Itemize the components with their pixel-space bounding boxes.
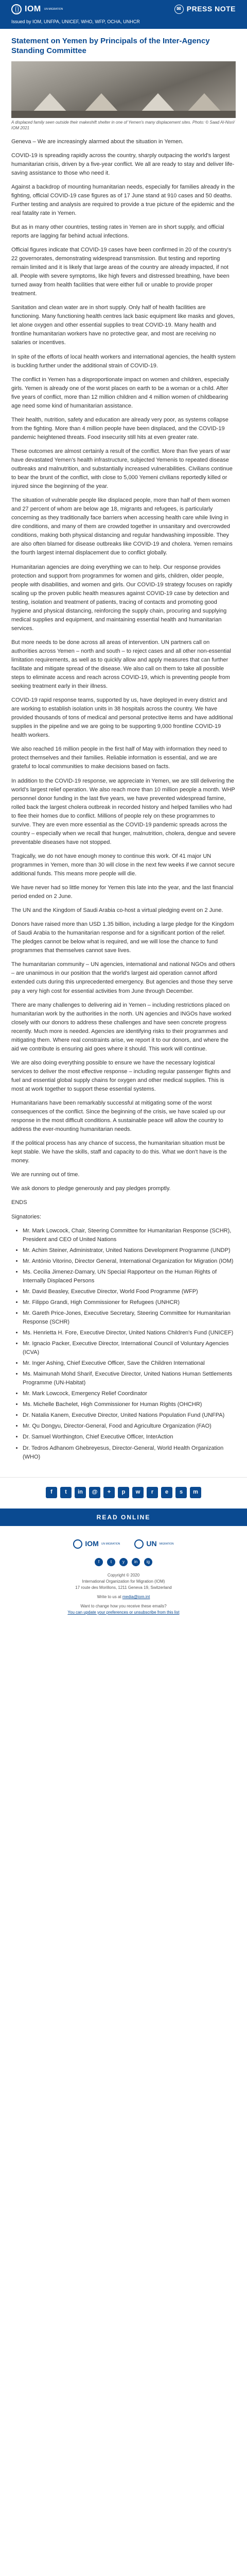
article-paragraph: The humanitarian community – UN agencies, international and national NGOs and others – are unanimous in our position that the world's largest aid operation cannot afford extended cuts during this unprecedented emergency. But agencies and those they serve pay a very high cost for essential activities from June through December. xyxy=(11,961,235,994)
social-icon[interactable]: f xyxy=(95,1558,103,1566)
article-paragraph: Humanitarian agencies are doing everything we can to help. Our response provides protection and support from programmes for women and girls, children, older people, people with disabilities, and women and girls. Our COVID-19 strategy focuses on rapidly scaling up the proven public health measures against COVID-19 case by detection and testing, isolation and treatment of patients, tracing of contacts and promoting good hygiene and physical distancing, reinforcing the supply chain, procuring and supplying medical supplies and equipment, and maintaining essential health and humanitarian services. xyxy=(11,564,233,632)
unsubscribe-link[interactable]: You can update your preferences or unsubscribe from this list xyxy=(67,1609,180,1615)
image-caption: A displaced family seen outside their makeshift shelter in one of Yemen's many displacement sites. Photo: © Saad Al-Nisri/ IOM 2021 xyxy=(11,120,235,130)
press-note-text: PRESS NOTE xyxy=(186,5,236,13)
article-paragraph: Geneva – We are increasingly alarmed about the situation in Yemen. xyxy=(11,138,184,145)
signatory-item: • Ms. Michelle Bachelet, High Commissioner for Human Rights (OHCHR) xyxy=(23,1400,236,1409)
article-paragraph: We ask donors to pledge generously and pay pledges promptly. xyxy=(11,1185,171,1192)
footer-logos xyxy=(0,1526,247,1558)
header-bar xyxy=(0,0,247,19)
share-button[interactable]: e xyxy=(161,1487,172,1498)
signatory-item: • Mr. Qu Dongyu, Director-General, Food and Agriculture Organization (FAO) xyxy=(23,1422,236,1431)
article-title: Statement on Yemen by Principals of the Inter-Agency Standing Committee xyxy=(11,36,210,56)
globe-icon xyxy=(73,1539,82,1549)
share-button[interactable]: f xyxy=(46,1487,57,1498)
signatory-item: • Dr. Natalia Kanem, Executive Director, United Nations Population Fund (UNFPA) xyxy=(23,1411,236,1420)
read-online-button[interactable]: READ ONLINE xyxy=(0,1509,247,1527)
logo-subtext: UN MIGRATION xyxy=(44,7,63,11)
address: 17 route des Morillons, 1211 Geneva 19, Switzerland xyxy=(75,1585,172,1590)
article-paragraph: We are also doing everything possible to ensure we have the necessary logistical services to deliver the most effective response – including regular passenger flights and fuel and essential global supply chains for oxygen and other medical supplies. This is most at work together to support these essential systems. xyxy=(11,1059,231,1092)
footer-iom-logo[interactable] xyxy=(73,1538,120,1550)
article-paragraph: Tragically, we do not have enough money to continue this work. Of 41 major UN programmes in Yemen, more than 30 will close in the next few weeks if we cannot secure additional funds. This means more people will die. xyxy=(11,853,235,877)
share-button[interactable]: + xyxy=(103,1487,115,1498)
signatory-item: • Mr. Gareth Price-Jones, Executive Secretary, Steering Committee for Humanitarian Response (SCHR) xyxy=(23,1309,236,1327)
unsubscribe-prefix: Want to change how you receive these emails? xyxy=(80,1603,167,1608)
share-button[interactable]: m xyxy=(190,1487,201,1498)
footer-logo2-text: UN xyxy=(146,1539,157,1548)
logo-text: IOM xyxy=(25,4,41,13)
article-paragraph: COVID-19 rapid response teams, supported by us, have deployed in every district and are working to establish isolation units in 38 hospitals across the country. We have provided thousands of tons of medical and personal protective items and have additional supplies in the pipeline and we are going to be supporting 9,000 frontline COVID-19 health workers. xyxy=(11,697,233,739)
share-button[interactable]: w xyxy=(132,1487,144,1498)
signatories-list xyxy=(11,1227,236,1462)
footer-text xyxy=(0,1572,247,1626)
article-paragraph: There are many challenges to delivering aid in Yemen – including restrictions placed on humanitarian work by the authorities in the north. UN agencies and INGOs have worked closely with our donors to address these challenges and have seen concrete progress recently. Much more is needed. Agencies are identifying risks to their programmes and mitigating them. Where real constraints arise, we report it to our donors, and where the aid we contribute is ensuring aid goes where it should. This work will continue. xyxy=(11,1002,232,1052)
article-paragraph: If the political process has any chance of success, the humanitarian situation must be kept stable. We have the skills, staff and capacity to do this. What we don't have is the money. xyxy=(11,1140,227,1164)
signatories-title: Signatories: xyxy=(11,1213,42,1220)
copyright: Copyright © 2020 xyxy=(107,1572,140,1578)
megaphone-icon: ✉ xyxy=(174,5,184,14)
email-prefix: Write to us at xyxy=(97,1594,121,1599)
signatory-item: • Ms. Cecilia Jimenez-Damary, UN Special Rapporteur on the Human Rights of Internally Displaced Persons xyxy=(23,1268,236,1285)
social-icon[interactable]: ig xyxy=(144,1558,152,1566)
email-line xyxy=(21,1594,226,1600)
signatory-item: • Dr. Tedros Adhanom Ghebreyesus, Director-General, World Health Organization (WHO) xyxy=(23,1444,236,1462)
article-paragraph: The situation of vulnerable people like displaced people, more than half of them women and 27 percent of whom are below age 18, migrants and refugees, is particularly concerning as they traditionally face barriers when accessing health care while living in dire conditions, and many of them are crowded together in unsanitary and overcrowded conditions, making both physical distancing and regular handwashing impossible. They are also often blamed for disease outbreaks like COVID-19 and cholera. Yemen remains the fourth largest internal displacement due to conflict globally. xyxy=(11,497,233,556)
article-paragraph: Humanitarians have been remarkably successful at mitigating some of the worst consequences of the conflict. Since the beginning of the crisis, we have scaled up our response in the most difficult conditions. A sustainable peace will allow the country to address the ever-mounting humanitarian needs. xyxy=(11,1100,226,1133)
press-note-label xyxy=(174,4,236,15)
signatory-item: • Mr. David Beasley, Executive Director, World Food Programme (WFP) xyxy=(23,1287,236,1296)
article-paragraph: ENDS xyxy=(11,1199,27,1206)
social-icon[interactable]: y xyxy=(119,1558,128,1566)
org-name: International Organization for Migration (IOM) xyxy=(82,1579,165,1584)
share-button[interactable]: t xyxy=(60,1487,72,1498)
share-button[interactable]: s xyxy=(175,1487,187,1498)
iom-logo[interactable] xyxy=(11,3,63,16)
social-icon[interactable]: t xyxy=(107,1558,115,1566)
article xyxy=(0,29,247,1477)
share-button[interactable]: r xyxy=(147,1487,158,1498)
article-paragraph: The UN and the Kingdom of Saudi Arabia co-host a virtual pledging event on 2 June. xyxy=(11,907,223,914)
signatory-item: • Mr. Mark Lowcock, Emergency Relief Coordinator xyxy=(23,1389,236,1398)
signatory-item: • Mr. Ignacio Packer, Executive Director, International Council of Voluntary Agencies (ICVA) xyxy=(23,1340,236,1357)
article-paragraph: In addition to the COVID-19 response, we appreciate in Yemen, we are still delivering the world's largest relief operation. We also reach more than 10 million people a month. WHP personnel donor funding in the last five years, we have prevented widespread famine, rolled back the largest cholera outbreak in recorded history and helped families who had to flee their homes due to conflict. Millions of people rely on these programmes to survive. They are even more essential as the COVID-19 pandemic spreads across the country – especially when we recall that hunger, malnutrition, cholera, dengue and severe preventable diseases have not stopped. xyxy=(11,777,236,845)
article-paragraph: COVID-19 is spreading rapidly across the country, sharply outpacing the world's largest humanitarian crisis, driven by a five-year conflict. We all are ready to stay and deliver life-saving assistance to those who need it. xyxy=(11,152,235,176)
article-paragraph: Official figures indicate that COVID-19 cases have been confirmed in 20 of the country's 22 governorates, demonstrating widespread transmission. But testing and reporting remain limited and it is likely that large areas of the country are already impacted, if not all. People with severe symptoms, like high fevers and distressed breathing, have been turned away from health facilities that were either full or unable to provide proper treatment. xyxy=(11,247,232,297)
share-buttons xyxy=(0,1477,247,1509)
signatory-item: • Mr. Inger Ashing, Chief Executive Officer, Save the Children International xyxy=(23,1359,236,1368)
signatory-item: • Mr. Achim Steiner, Administrator, United Nations Development Programme (UNDP) xyxy=(23,1246,236,1255)
article-paragraph: Sanitation and clean water are in short supply. Only half of health facilities are functioning. Many functioning health centres lack basic equipment like masks and gloves, let alone oxygen and other essential supplies to treat COVID-19. Many health and frontline humanitarian workers have no protective gear, and most are receiving no salaries or incentives. xyxy=(11,304,235,346)
signatory-item: • Mr. Filippo Grandi, High Commissioner for Refugees (UNHCR) xyxy=(23,1298,236,1307)
footer-logo-text: IOM xyxy=(85,1539,99,1548)
article-paragraph: Donors have raised more than USD 1.35 billion, including a large pledge for the Kingdom of Saudi Arabia to the humanitarian response and for a significant portion of the relief. The pledges cannot be below what is required, and we will lose the chance to fund programmes that themselves cannot save lives. xyxy=(11,921,234,954)
email-link[interactable]: media@iom.int xyxy=(122,1594,150,1599)
share-button[interactable]: @ xyxy=(89,1487,100,1498)
un-emblem-icon xyxy=(134,1539,144,1549)
signatory-item: • Dr. Samuel Worthington, Chief Executive Officer, InterAction xyxy=(23,1433,236,1442)
footer-logo2-subtext: MIGRATION xyxy=(159,1543,174,1546)
social-icon[interactable]: in xyxy=(132,1558,140,1566)
share-button[interactable]: in xyxy=(75,1487,86,1498)
signatory-item: • Mr. Mark Lowcock, Chair, Steering Committee for Humanitarian Response (SCHR), President and CEO of United Nations xyxy=(23,1227,236,1244)
article-paragraph: We are running out of time. xyxy=(11,1172,80,1178)
article-paragraph: But more needs to be done across all areas of intervention. UN partners call on authorities across Yemen – north and south – to reject cases and all other non-essential limitation requirements, as well as to quickly allow and apply measures that can further facilitate and mitigate spread of the disease. We also call on them to take all possible steps to eliminate access and reach across COVID-19, which is preventing people from seeking treatment early in their illness. xyxy=(11,639,231,690)
article-paragraph: The conflict in Yemen has a disproportionate impact on women and children, especially girls. Yemen is already one of the worst places on earth to be a woman or a child. After five years of conflict, more than 12 million children and 4 million women of childbearing age need some kind of humanitarian assistance. xyxy=(11,376,230,409)
article-paragraph: We also reached 16 million people in the first half of May with information they need to protect themselves and their families. Reliable information is essential, and we are grateful to local communities to make decisions based on facts. xyxy=(11,746,227,770)
footer-logo-subtext: UN MIGRATION xyxy=(101,1543,120,1546)
hero-image xyxy=(11,61,236,118)
share-button[interactable]: p xyxy=(118,1487,129,1498)
subbar: Issued by IOM, UNFPA, UNICEF, WHO, WFP, OCHA, UNHCR xyxy=(0,19,247,29)
article-paragraph: In spite of the efforts of local health workers and international agencies, the health system is buckling further under the additional strain of COVID-19. xyxy=(11,353,236,369)
signatory-item: • Ms. Maimunah Mohd Sharif, Executive Director, United Nations Human Settlements Programme (UN-Habitat) xyxy=(23,1370,236,1387)
article-paragraph: Their health, nutrition, safety and education are already very poor, as systems collapse from the fighting. More than 4 million people have been displaced, and the COVID-19 pandemic heightened threats. Food insecurity still hits at even greater rate. xyxy=(11,416,228,440)
signatory-item: • Mr. António Vitorino, Director General, International Organization for Migration (IOM) xyxy=(23,1257,236,1266)
footer-un-logo[interactable] xyxy=(134,1538,173,1550)
article-paragraph: But as in many other countries, testing rates in Yemen are in short supply, and official reports are lagging far behind actual infections. xyxy=(11,224,224,239)
article-body xyxy=(11,138,236,1208)
article-paragraph: These outcomes are almost certainly a result of the conflict. More than five years of war have devastated Yemen's health infrastructure, subjected Yemenis to repeated disease outbreaks and malnutrition, and substantially increased vulnerabilities. Civilians continue to bear the brunt of the conflict, with close to 5,000 Yemeni civilians reportedly killed or injured since the beginning of the year. xyxy=(11,448,233,490)
article-paragraph: We have never had so little money for Yemen this late into the year, and the last financial period ended on 2 June. xyxy=(11,885,234,900)
article-paragraph: Against a backdrop of mounting humanitarian needs, especially for families already in the fighting, official COVID-19 case figures as of 17 June stand at 910 cases and 50 deaths. Further testing and analysis are required to provide a true picture of the epidemic and the real fatality rate in Yemen. xyxy=(11,183,235,216)
signatory-item: • Ms. Henrietta H. Fore, Executive Director, United Nations Children's Fund (UNICEF) xyxy=(23,1329,236,1337)
social-links xyxy=(0,1558,247,1572)
globe-icon xyxy=(11,4,22,14)
